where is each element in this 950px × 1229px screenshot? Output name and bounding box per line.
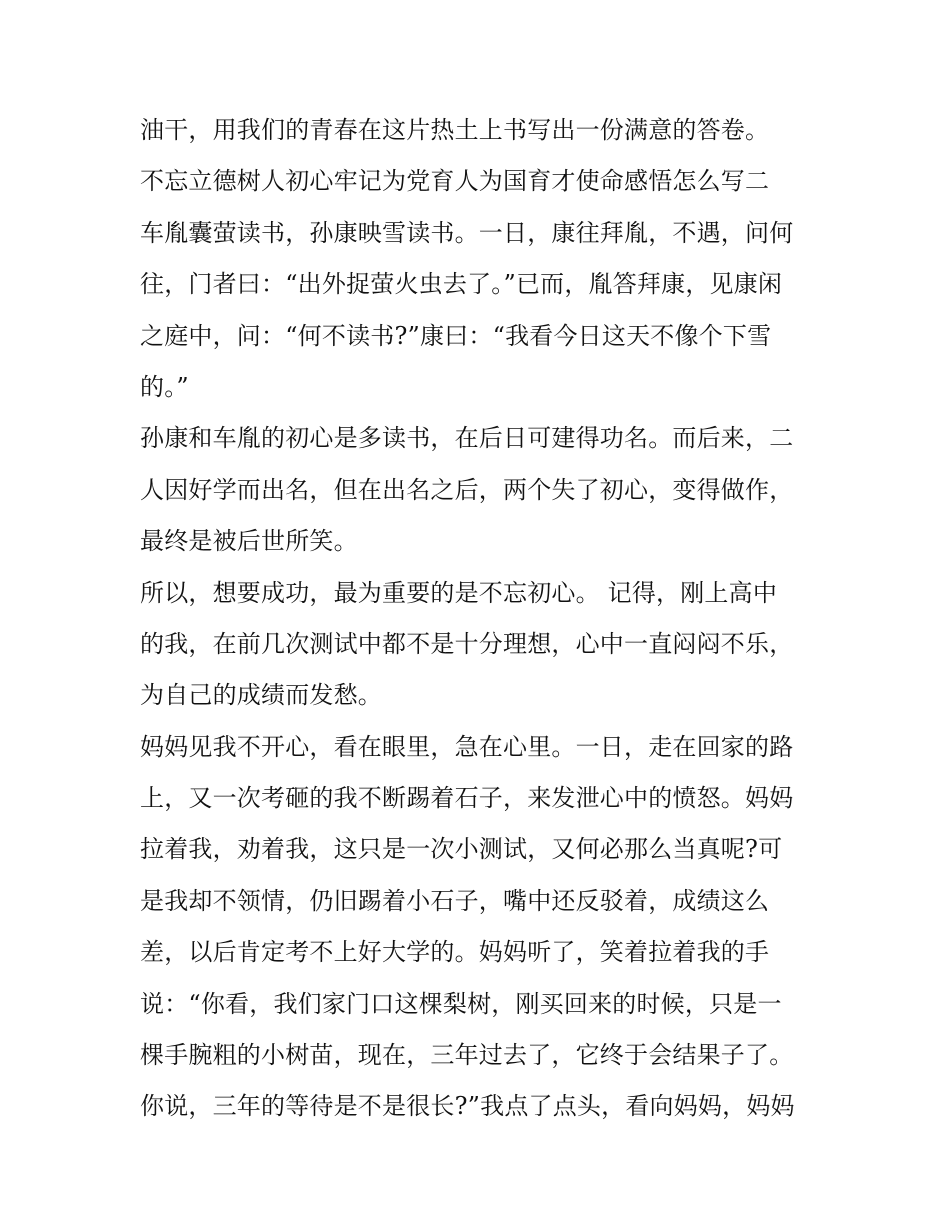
text-line: 棵手腕粗的小树苗，现在，三年过去了，它终于会结果子了。 [140, 1041, 794, 1070]
text-line: 你说，三年的等待是不是很长?”我点了点头，看向妈妈，妈妈 [140, 1092, 795, 1121]
text-line: 是我却不领情，仍旧踢着小石子，嘴中还反驳着，成绩这么 [140, 886, 770, 915]
text-line: 孙康和车胤的初心是多读书，在后日可建得功名。而后来，二 [140, 424, 794, 453]
text-line: 的我，在前几次测试中都不是十分理想，心中一直闷闷不乐， [140, 629, 794, 658]
text-line: 之庭中，问：“何不读书?”康曰：“我看今日这天不像个下雪 [140, 321, 772, 350]
text-line: 拉着我，劝着我，这只是一次小测试，又何必那么当真呢?可 [140, 835, 783, 864]
text-line: 油干，用我们的青春在这片热土上书写出一份满意的答卷。 [140, 116, 770, 144]
text-line: 差，以后肯定考不上好大学的。妈妈听了，笑着拉着我的手 [140, 938, 770, 967]
text-line: 往，门者曰：“出外捉萤火虫去了。”已而，胤答拜康，见康闲 [140, 270, 783, 299]
text-line: 为自己的成绩而发愁。 [140, 681, 382, 710]
document-body [140, 105, 820, 1133]
text-line: 不忘立德树人初心牢记为党育人为国育才使命感悟怎么写二 [140, 167, 770, 196]
text-line: 妈妈见我不开心，看在眼里，急在心里。一日，走在回家的路 [140, 732, 794, 761]
text-line: 最终是被后世所笑。 [140, 527, 358, 556]
text-line: 说：“你看，我们家门口这棵梨树，刚买回来的时候，只是一 [140, 989, 782, 1018]
text-line: 的。” [140, 372, 189, 401]
text-line: 上，又一次考砸的我不断踢着石子，来发泄心中的愤怒。妈妈 [140, 784, 794, 813]
text-line: 车胤囊萤读书，孙康映雪读书。一日，康往拜胤，不遇，问何 [140, 218, 794, 247]
text-line: 所以，想要成功，最为重要的是不忘初心。 记得，刚上高中 [140, 578, 778, 607]
text-line: 人因好学而出名，但在出名之后，两个失了初心，变得做作， [140, 475, 794, 504]
